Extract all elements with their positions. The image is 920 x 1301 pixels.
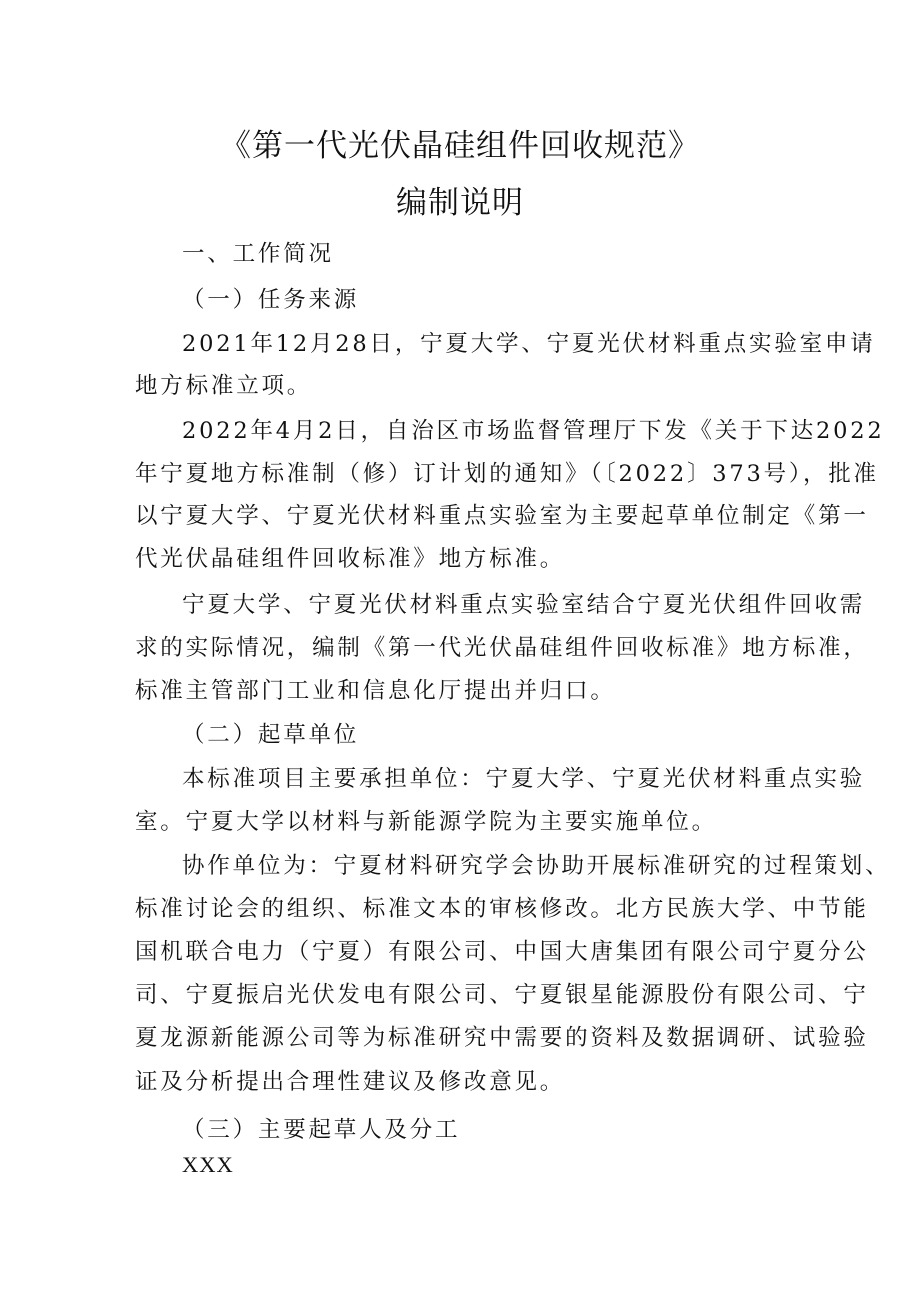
paragraph-line: 年宁夏地方标准制（修）订计划的通知》（〔2022〕373号），批准 [135, 461, 879, 487]
section-heading-work-overview: 一、工作简况 [182, 241, 334, 267]
drafter-placeholder: XXX [182, 1152, 234, 1177]
paragraph-line: 求的实际情况，编制《第一代光伏晶硅组件回收标准》地方标准， [135, 635, 869, 661]
paragraph-line: 标准主管部门工业和信息化厅提出并归口。 [135, 678, 616, 704]
paragraph-line: 司、宁夏振启光伏发电有限公司、宁夏银星能源股份有限公司、宁 [135, 982, 869, 1008]
paragraph-line: 协作单位为：宁夏材料研究学会协助开展标准研究的过程策划、 [182, 853, 891, 879]
paragraph-line: 室。宁夏大学以材料与新能源学院为主要实施单位。 [135, 809, 717, 835]
paragraph-line: 国机联合电力（宁夏）有限公司、中国大唐集团有限公司宁夏分公 [135, 939, 869, 965]
paragraph-line: 2022年4月2日，自治区市场监督管理厅下发《关于下达2022 [182, 418, 885, 444]
subsection-main-drafters: （三）主要起草人及分工 [182, 1117, 461, 1143]
paragraph-line: 宁夏大学、宁夏光伏材料重点实验室结合宁夏光伏组件回收需 [182, 592, 866, 618]
paragraph-line: 2021年12月28日，宁夏大学、宁夏光伏材料重点实验室申请 [182, 331, 876, 357]
paragraph-line: 代光伏晶硅组件回收标准》地方标准。 [135, 546, 566, 572]
document-subtitle: 编制说明 [396, 185, 524, 221]
paragraph-line: 夏龙源新能源公司等为标准研究中需要的资料及数据调研、试验验 [135, 1025, 869, 1051]
paragraph-line: 以宁夏大学、宁夏光伏材料重点实验室为主要起草单位制定《第一 [135, 503, 869, 529]
paragraph-line: 地方标准立项。 [135, 373, 313, 399]
document-title: 《第一代光伏晶硅组件回收规范》 [220, 128, 700, 164]
paragraph-line: 标准讨论会的组织、标准文本的审核修改。北方民族大学、中节能 [135, 896, 869, 922]
paragraph-line: 证及分析提出合理性建议及修改意见。 [135, 1069, 566, 1095]
subsection-task-source: （一）任务来源 [182, 287, 360, 313]
paragraph-line: 本标准项目主要承担单位：宁夏大学、宁夏光伏材料重点实验 [182, 766, 866, 792]
subsection-drafting-units: （二）起草单位 [182, 722, 360, 748]
